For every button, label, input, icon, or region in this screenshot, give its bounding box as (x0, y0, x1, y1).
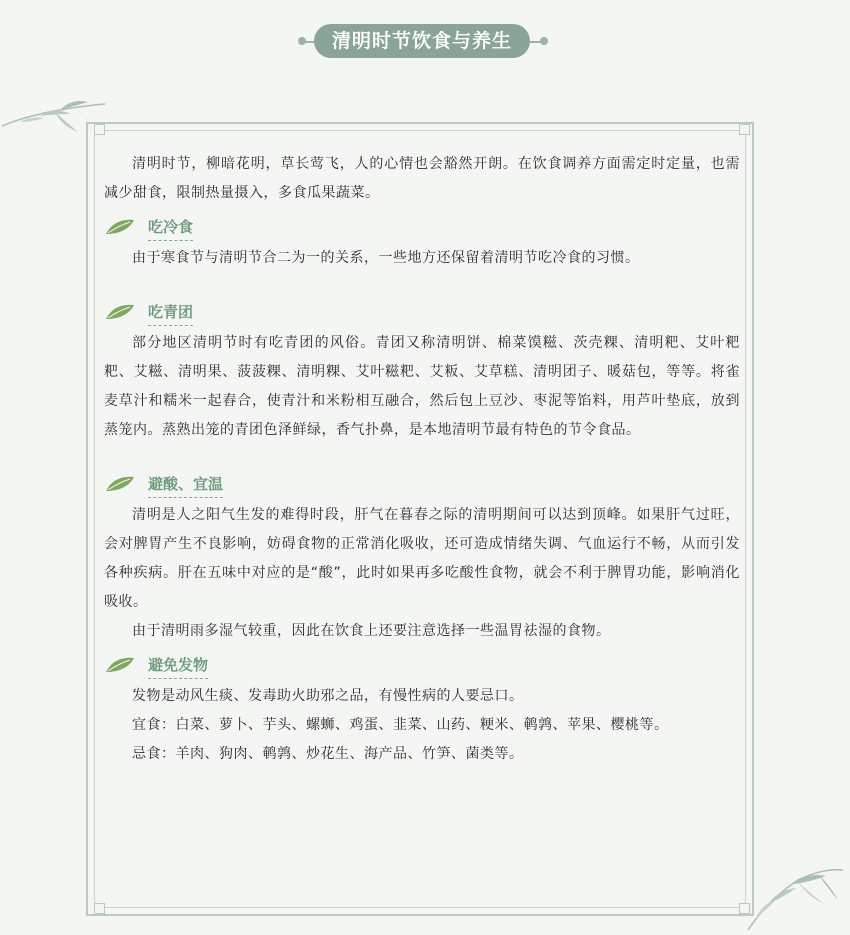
section-heading: 吃冷食 (148, 216, 193, 241)
section-heading: 避免发物 (148, 654, 208, 679)
article-body (104, 150, 740, 769)
section-header (104, 654, 740, 682)
section-header (104, 473, 740, 501)
section-paragraph: 部分地区清明节时有吃青团的风俗。青团又称清明饼、棉菜馍糍、茨壳粿、清明粑、艾叶粑粑、艾糍、清明果、菠菠粿、清明粿、艾叶糍粑、艾粄、艾草糕、清明团子、暖菇包，等等。将雀麦草汁和糯米一起舂合，使青汁和米粉相互融合，然后包上豆沙、枣泥等馅料，用芦叶垫底，放到蒸笼内。蒸熟出笼的青团色泽鲜绿，香气扑鼻，是本地清明节最有特色的节令食品。 (104, 335, 740, 438)
section-paragraph: 忌食：羊肉、狗肉、鹌鹑、炒花生、海产品、竹笋、菌类等。 (132, 746, 524, 762)
page-title: 清明时节饮食与养生 (314, 24, 530, 58)
leaf-icon (104, 216, 136, 238)
section-paragraph: 发物是动风生痰、发毒助火助邪之品，有慢性病的人要忌口。 (132, 688, 524, 704)
section-heading: 避酸、宜温 (148, 473, 223, 498)
title-dot-left (298, 37, 306, 45)
section-paragraph: 宜食：白菜、萝卜、芋头、螺蛳、鸡蛋、韭菜、山药、粳米、鹌鹑、苹果、樱桃等。 (132, 717, 669, 733)
leaf-icon (104, 301, 136, 323)
section-paragraph: 由于清明雨多湿气较重，因此在饮食上还要注意选择一些温胃祛湿的食物。 (132, 623, 611, 639)
section-paragraph: 由于寒食节与清明节合二为一的关系，一些地方还保留着清明节吃冷食的习惯。 (132, 250, 640, 266)
section-paragraph: 清明是人之阳气生发的难得时段，肝气在暮春之际的清明期间可以达到顶峰。如果肝气过旺，会对脾胃产生不良影响，妨碍食物的正常消化吸收，还可造成情绪失调、气血运行不畅，从而引发各种疾病。肝在五味中对应的是“酸”，此时如果再多吃酸性食物，就会不利于脾胃功能，影响消化吸收。 (104, 507, 740, 610)
title-banner (0, 22, 850, 60)
bamboo-icon (738, 860, 848, 935)
section-header (104, 301, 740, 329)
frame-corner (94, 124, 105, 135)
intro-paragraph: 清明时节，柳暗花明，草长莺飞，人的心情也会豁然开朗。在饮食调养方面需定时定量，也需减少甜食，限制热量摄入，多食瓜果蔬菜。 (104, 156, 740, 201)
frame-corner (739, 124, 750, 135)
section-header (104, 216, 740, 244)
leaf-icon (104, 473, 136, 495)
frame-corner (94, 903, 105, 914)
section-heading: 吃青团 (148, 301, 193, 326)
frame-corner (739, 903, 750, 914)
title-dot-right (540, 37, 548, 45)
leaf-icon (104, 654, 136, 676)
